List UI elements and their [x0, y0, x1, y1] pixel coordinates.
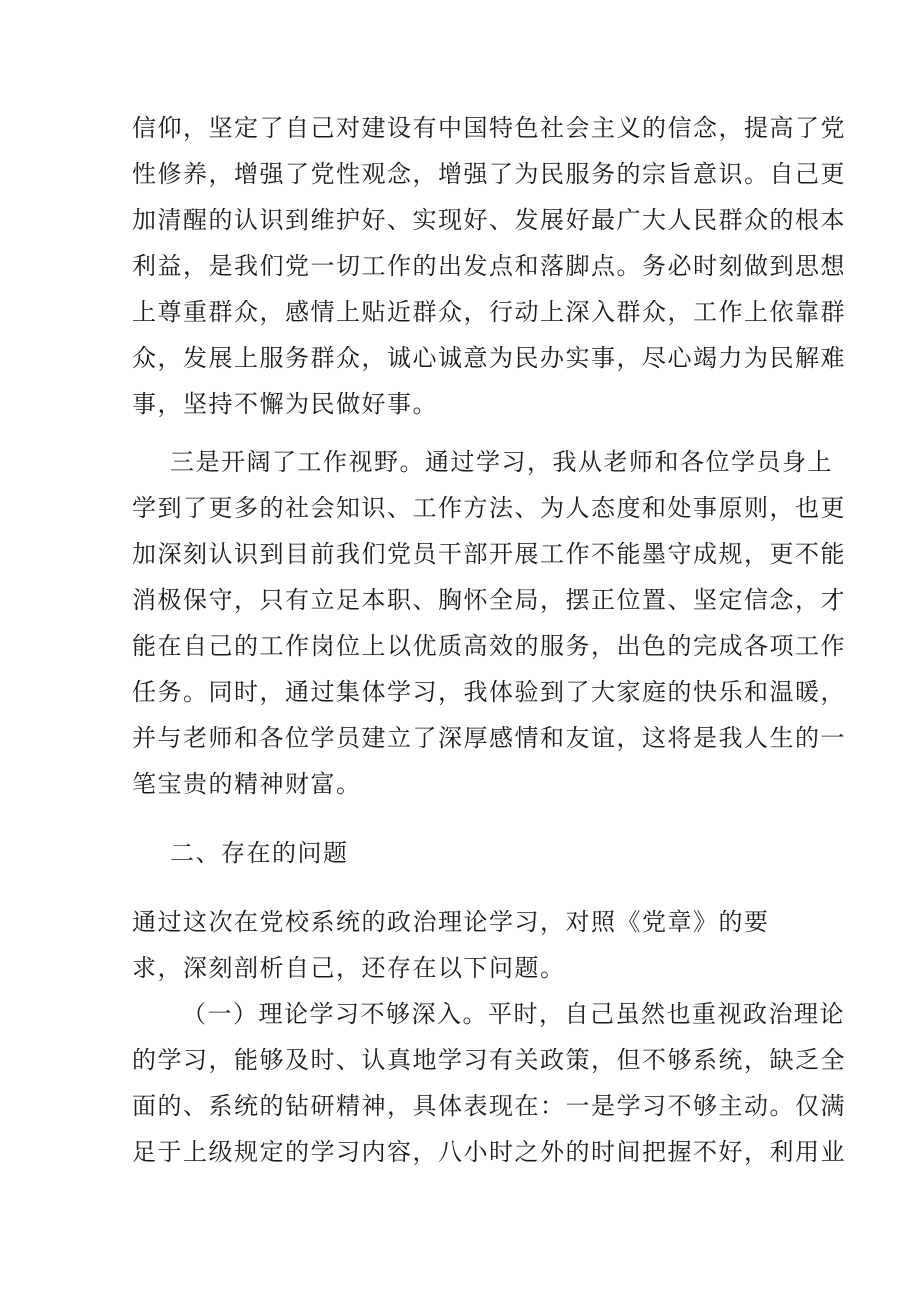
document-body — [132, 105, 846, 1175]
paragraph-line: 众，发展上服务群众，诚心诚意为民办实事，尽心竭力为民解难 — [132, 344, 846, 372]
paragraph-line: 消极保守，只有立足本职、胸怀全局，摆正位置、坚定信念，才 — [132, 586, 846, 614]
paragraph-line: 上尊重群众，感情上贴近群众，行动上深入群众，工作上依靠群 — [132, 298, 846, 326]
paragraph-line: 面的、系统的钻研精神，具体表现在：一是学习不够主动。仅满 — [132, 1092, 846, 1120]
paragraph-line: 足于上级规定的学习内容，八小时之外的时间把握不好，利用业 — [132, 1138, 846, 1166]
section-heading: 二、存在的问题 — [170, 839, 349, 867]
paragraph-line: 并与老师和各位学员建立了深厚感情和友谊，这将是我人生的一 — [132, 724, 846, 752]
paragraph-line: 任务。同时，通过集体学习，我体验到了大家庭的快乐和温暖， — [132, 678, 846, 706]
paragraph-line: 事，坚持不懈为民做好事。 — [132, 390, 438, 418]
paragraph-line: 的学习，能够及时、认真地学习有关政策，但不够系统，缺乏全 — [132, 1046, 846, 1074]
paragraph-line: 利益，是我们党一切工作的出发点和落脚点。务必时刻做到思想 — [132, 252, 846, 280]
paragraph-line: 加深刻认识到目前我们党员干部开展工作不能墨守成规，更不能 — [132, 540, 846, 568]
paragraph-line: 性修养，增强了党性观念，增强了为民服务的宗旨意识。自己更 — [132, 160, 846, 188]
paragraph-line: 加清醒的认识到维护好、实现好、发展好最广大人民群众的根本 — [132, 206, 846, 234]
paragraph-line: 学到了更多的社会知识、工作方法、为人态度和处事原则，也更 — [132, 494, 846, 522]
paragraph-line: 信仰，坚定了自己对建设有中国特色社会主义的信念，提高了党 — [132, 114, 846, 142]
paragraph-line: 笔宝贵的精神财富。 — [132, 770, 362, 798]
paragraph-line: 三是开阔了工作视野。通过学习，我从老师和各位学员身上 — [170, 448, 833, 476]
paragraph-line: 能在自己的工作岗位上以优质高效的服务，出色的完成各项工作 — [132, 632, 846, 660]
paragraph-line: 求，深刻剖析自己，还存在以下问题。 — [132, 954, 566, 982]
paragraph-line: 通过这次在党校系统的政治理论学习，对照《党章》的要 — [132, 908, 770, 936]
paragraph-line: （一）理论学习不够深入。平时，自己虽然也重视政治理论 — [182, 1000, 845, 1028]
